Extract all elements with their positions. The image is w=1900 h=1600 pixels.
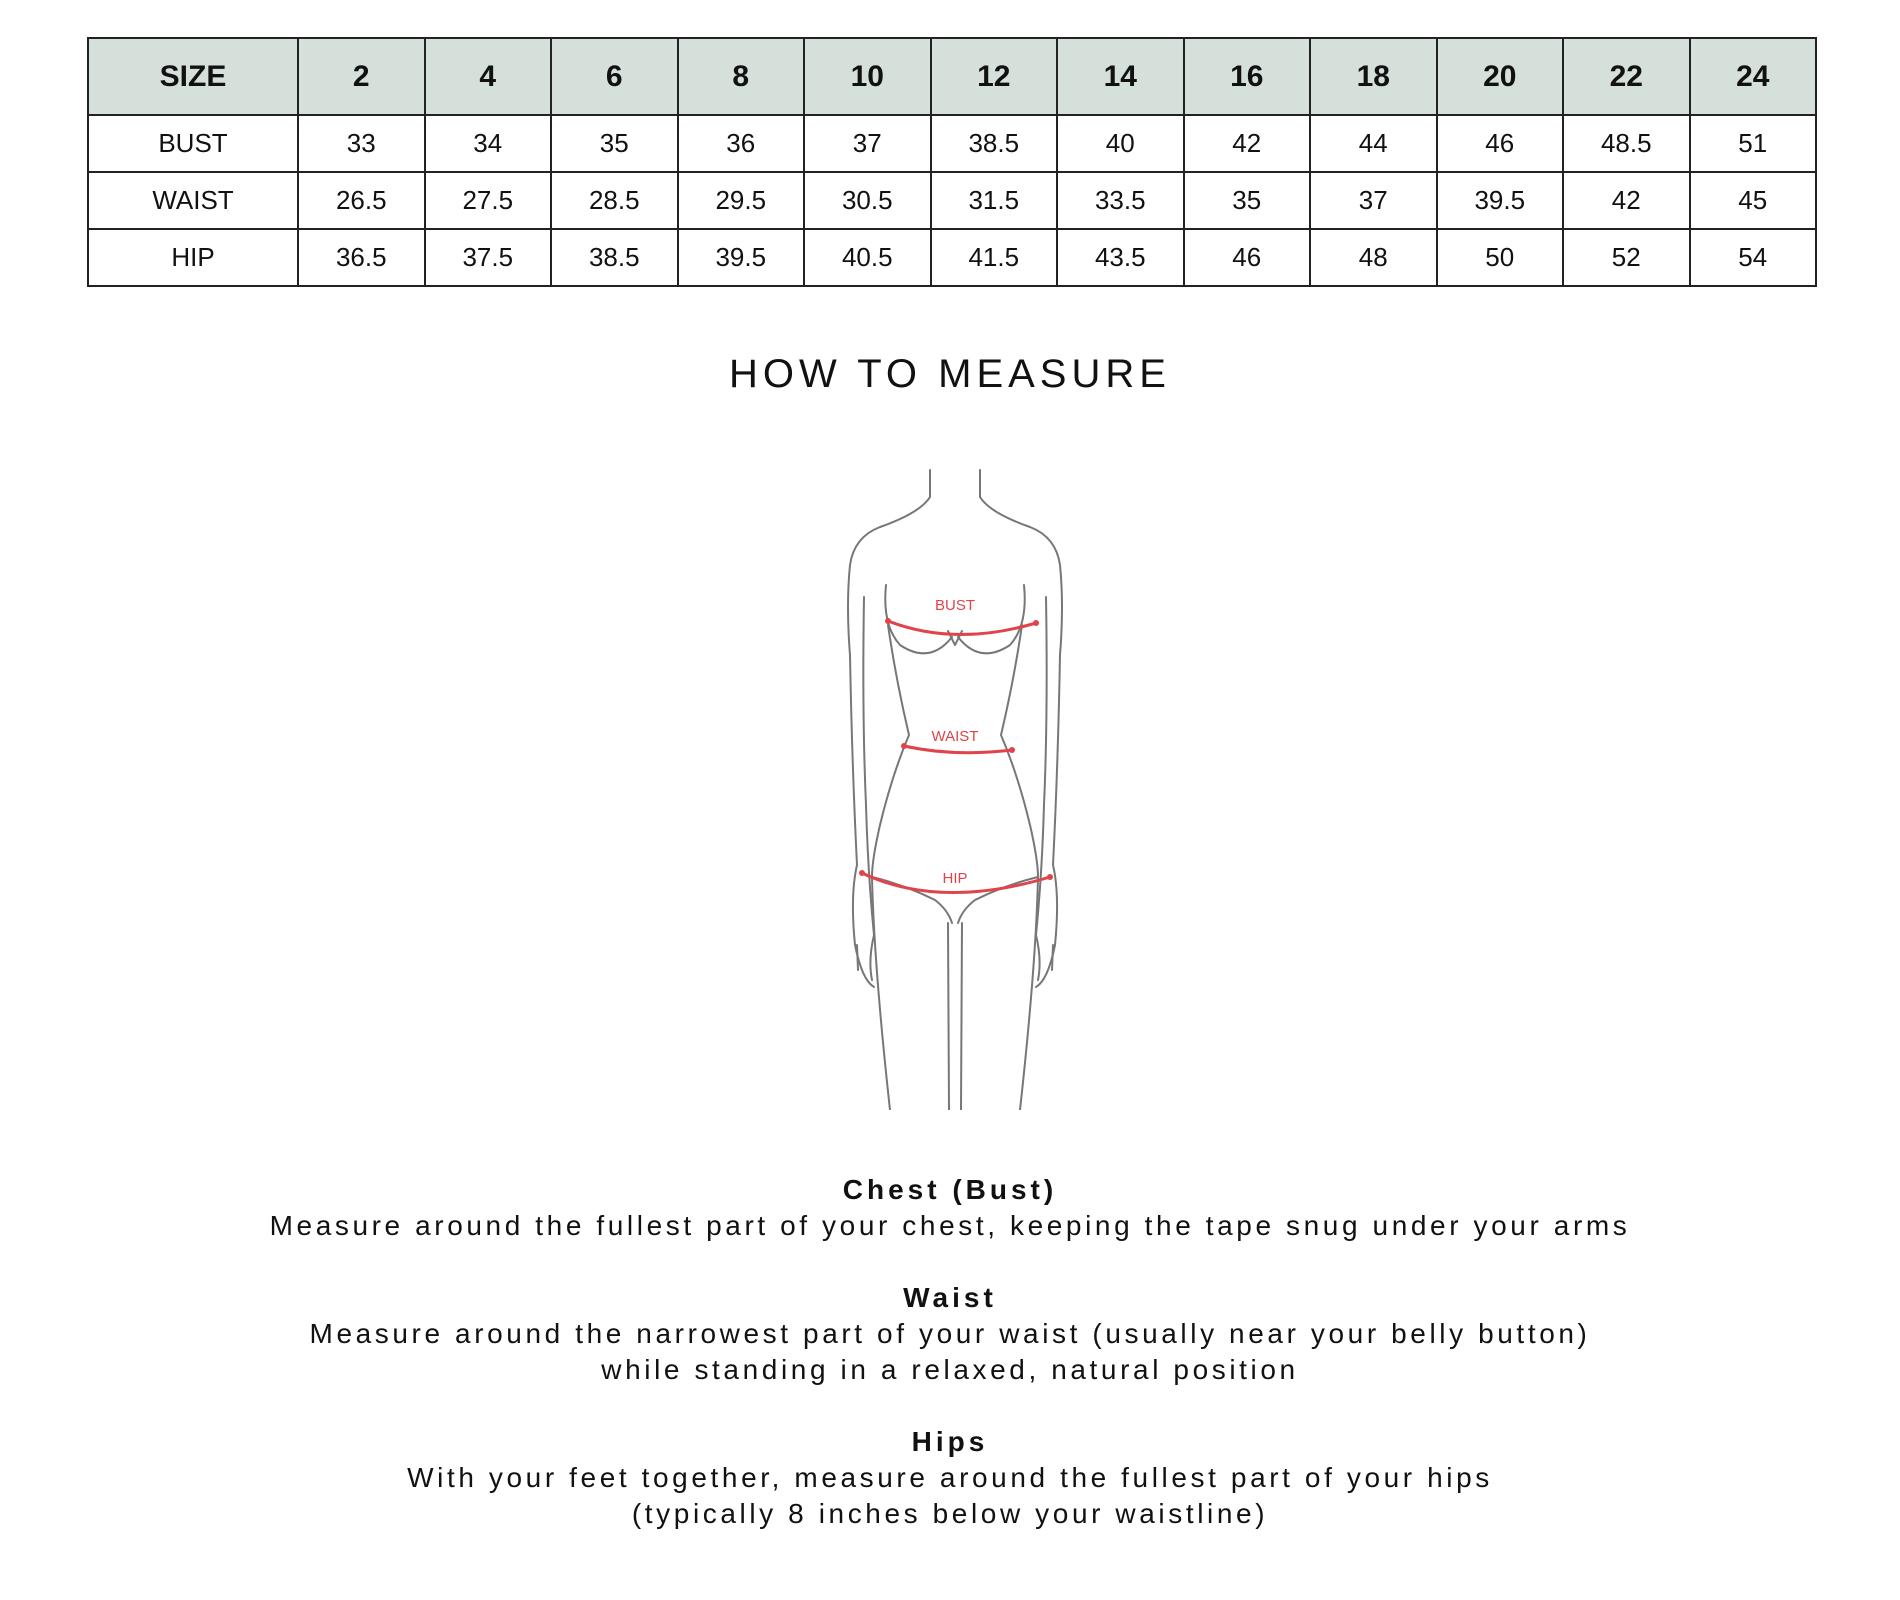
table-cell: 42 <box>1563 172 1690 229</box>
table-cell: 36.5 <box>298 229 425 286</box>
table-cell: 37.5 <box>425 229 552 286</box>
table-cell: 36 <box>678 115 805 172</box>
table-cell: 42 <box>1184 115 1311 172</box>
table-cell: 38.5 <box>931 115 1058 172</box>
table-cell: 35 <box>1184 172 1311 229</box>
table-cell: 37 <box>1310 172 1437 229</box>
waist-text-line: while standing in a relaxed, natural position <box>601 1354 1299 1385</box>
hips-heading: Hips <box>911 1426 989 1457</box>
chest-text-line: Measure around the fullest part of your chest, keeping the tape snug under your arms <box>269 1210 1631 1241</box>
waist-label: WAIST <box>931 728 979 745</box>
table-cell: 29.5 <box>678 172 805 229</box>
table-cell: 26.5 <box>298 172 425 229</box>
body-measurement-figure <box>820 465 1090 1110</box>
table-cell: 45 <box>1690 172 1817 229</box>
table-row-hip <box>88 229 1816 286</box>
row-label: BUST <box>88 115 298 172</box>
size-header-cell: 24 <box>1690 38 1817 115</box>
hips-instruction <box>0 1424 1900 1532</box>
table-cell: 43.5 <box>1057 229 1184 286</box>
waist-instruction <box>0 1280 1900 1388</box>
size-chart-table <box>87 37 1817 287</box>
body-outline-illustration <box>820 465 1090 1110</box>
table-cell: 51 <box>1690 115 1817 172</box>
size-header-cell: 16 <box>1184 38 1311 115</box>
measurement-instructions <box>0 1172 1900 1568</box>
waist-heading: Waist <box>903 1282 997 1313</box>
table-cell: 30.5 <box>804 172 931 229</box>
size-header-cell: 4 <box>425 38 552 115</box>
size-header-cell: 14 <box>1057 38 1184 115</box>
table-cell: 33 <box>298 115 425 172</box>
how-to-measure-title: HOW TO MEASURE <box>729 352 1171 396</box>
row-label: HIP <box>88 229 298 286</box>
size-header-cell: 18 <box>1310 38 1437 115</box>
table-cell: 40 <box>1057 115 1184 172</box>
table-row-waist <box>88 172 1816 229</box>
size-header-cell: 2 <box>298 38 425 115</box>
table-cell: 39.5 <box>678 229 805 286</box>
waist-tape-line <box>904 746 1012 753</box>
table-cell: 38.5 <box>551 229 678 286</box>
table-cell: 40.5 <box>804 229 931 286</box>
waist-text-line: Measure around the narrowest part of your waist (usually near your belly button) <box>309 1318 1591 1349</box>
table-cell: 48 <box>1310 229 1437 286</box>
hips-text-line: With your feet together, measure around the fullest part of your hips <box>407 1462 1493 1493</box>
table-cell: 34 <box>425 115 552 172</box>
size-header-cell: 20 <box>1437 38 1564 115</box>
size-header-cell: 10 <box>804 38 931 115</box>
bust-label: BUST <box>934 597 976 614</box>
table-row-bust <box>88 115 1816 172</box>
size-header-cell: 6 <box>551 38 678 115</box>
size-header-cell: 22 <box>1563 38 1690 115</box>
size-header-row <box>88 38 1816 115</box>
table-cell: 48.5 <box>1563 115 1690 172</box>
table-cell: 28.5 <box>551 172 678 229</box>
size-header-label: SIZE <box>88 38 298 115</box>
hip-label: HIP <box>942 870 968 887</box>
table-cell: 41.5 <box>931 229 1058 286</box>
table-cell: 54 <box>1690 229 1817 286</box>
table-cell: 35 <box>551 115 678 172</box>
row-label: WAIST <box>88 172 298 229</box>
hips-text-line: (typically 8 inches below your waistline) <box>631 1498 1269 1529</box>
chest-instruction <box>0 1172 1900 1244</box>
table-cell: 50 <box>1437 229 1564 286</box>
table-cell: 39.5 <box>1437 172 1564 229</box>
size-header-cell: 8 <box>678 38 805 115</box>
table-cell: 37 <box>804 115 931 172</box>
chest-heading: Chest (Bust) <box>842 1174 1058 1205</box>
table-cell: 46 <box>1184 229 1311 286</box>
table-cell: 33.5 <box>1057 172 1184 229</box>
size-header-cell: 12 <box>931 38 1058 115</box>
table-cell: 44 <box>1310 115 1437 172</box>
table-cell: 27.5 <box>425 172 552 229</box>
table-cell: 46 <box>1437 115 1564 172</box>
table-cell: 52 <box>1563 229 1690 286</box>
table-cell: 31.5 <box>931 172 1058 229</box>
